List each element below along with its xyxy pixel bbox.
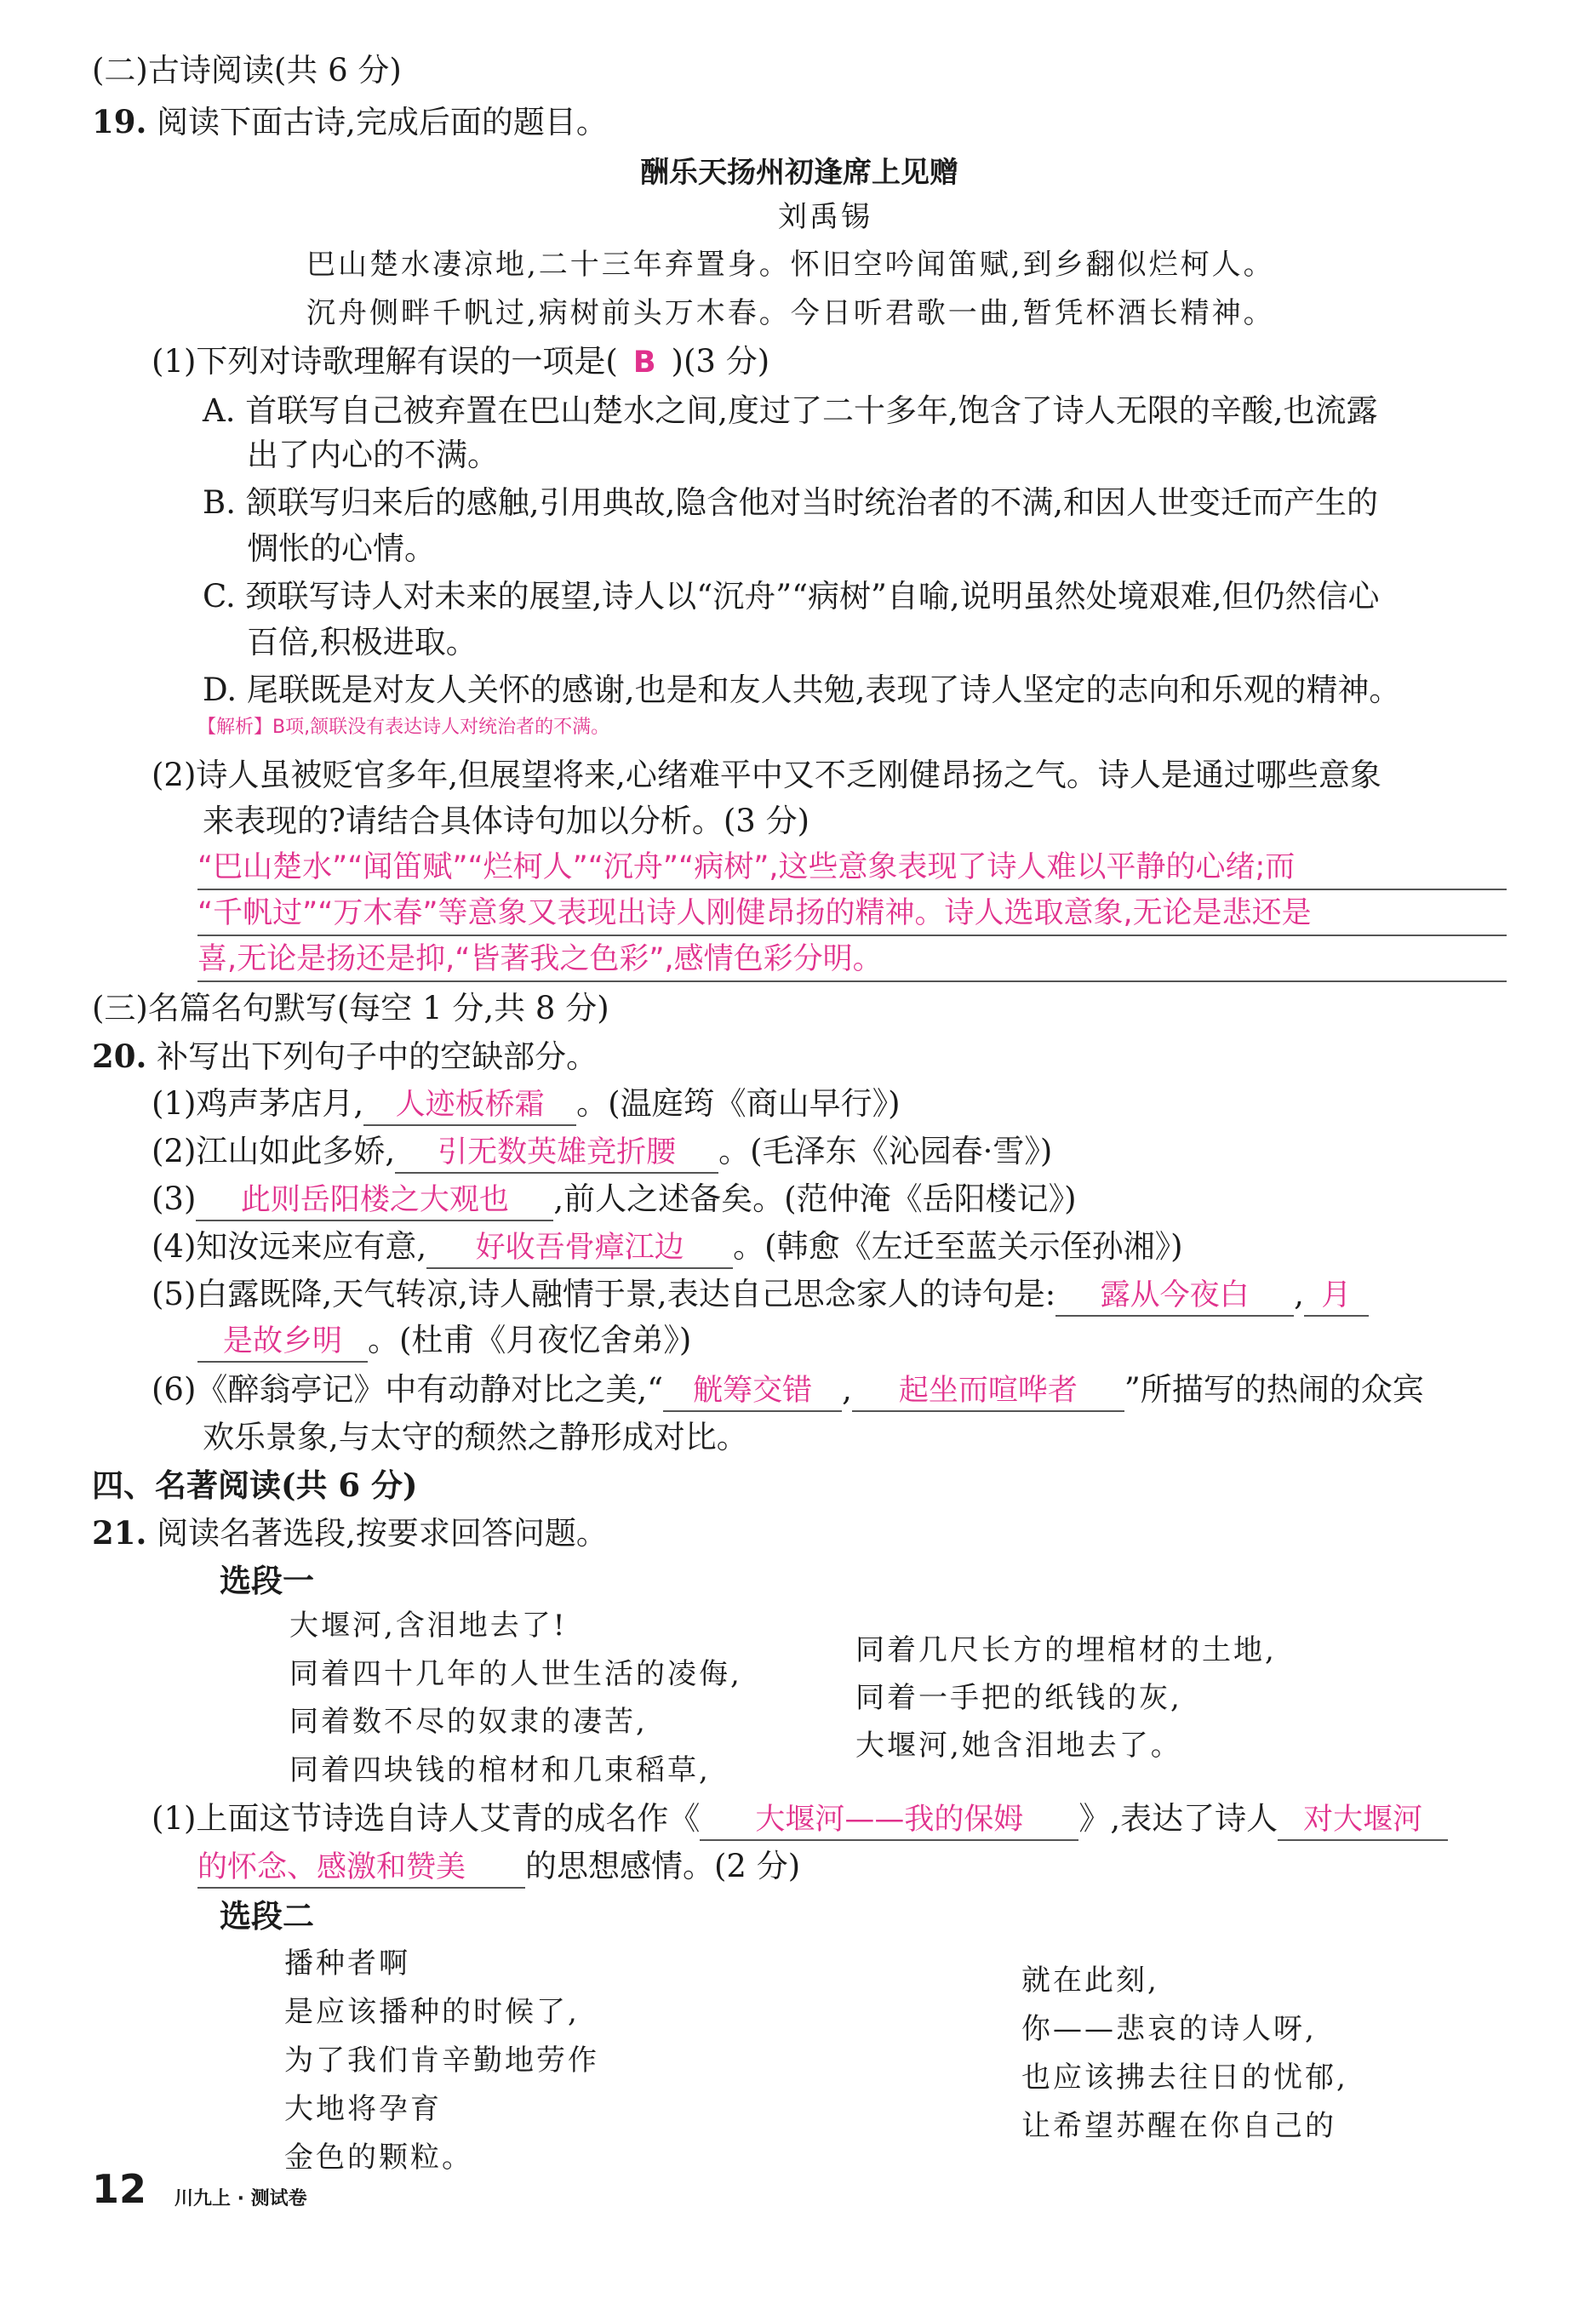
q20-item-2 (152, 1130, 1052, 1174)
option-d: D. 尾联既是对友人关怀的感谢,也是和友人共勉,表现了诗人坚定的志向和乐观的精神。 (203, 672, 1401, 708)
section-heading-classics: 四、名著阅读(共 6 分) (92, 1466, 418, 1504)
fill-blank: 露从今夜白 (1055, 1276, 1294, 1317)
option-b-line-1: B. 颔联写归来后的感触,引用典故,隐含他对当时统治者的不满,和因人世变迁而产生的 (203, 484, 1378, 521)
excerpt-1-left-line: 同着数不尽的奴隶的凄苦, (289, 1705, 648, 1739)
q21-part1-line-1 (152, 1798, 1448, 1841)
fill-blank: 大堰河——我的保姆 (700, 1800, 1078, 1841)
q19-part1-stem (152, 340, 769, 384)
excerpt-1-label: 选段一 (220, 1562, 314, 1599)
excerpt-2-left-line: 是应该播种的时候了, (284, 1995, 580, 2029)
item-source: 。(杜甫《月夜忆舍弟》) (368, 1322, 692, 1358)
separator: , (842, 1371, 852, 1408)
q19-part2-line-2: 来表现的?请结合具体诗句加以分析。(3 分) (203, 803, 810, 839)
fill-blank: 对大堰河 (1278, 1800, 1448, 1841)
answer-rule (197, 935, 1507, 936)
question-text: 阅读下面古诗,完成后面的题目。 (157, 104, 608, 140)
excerpt-1-left-line: 同着四十几年的人世生活的凌侮, (289, 1657, 742, 1691)
excerpt-1-right-line: 同着几尺长方的埋棺材的土地, (855, 1633, 1277, 1667)
question-19-stem (92, 100, 608, 144)
section-heading-recitation: (三)名篇名句默写(每空 1 分,共 8 分) (92, 990, 609, 1026)
q19-answer-line-1: “巴山楚水”“闻笛赋”“烂柯人”“沉舟”“病树”,这些意象表现了诗人难以平静的心绪;而 (197, 850, 1296, 884)
fill-blank: 是故乡明 (197, 1322, 368, 1363)
excerpt-2-right-line: 就在此刻, (1021, 1964, 1159, 1998)
q19-answer-line-2: “千帆过”“万木春”等意象又表现出诗人刚健昂扬的精神。诗人选取意象,无论是悲还是 (197, 896, 1312, 930)
question-number: 19. (92, 103, 147, 140)
option-a-line-1: A. 首联写自己被弃置在巴山楚水之间,度过了二十多年,饱含了诗人无限的辛酸,也流露 (203, 392, 1378, 429)
question-number: 20. (92, 1038, 147, 1075)
q20-item-1 (152, 1083, 901, 1126)
q20-item-5 (152, 1273, 1369, 1317)
excerpt-2-left-line: 大地将孕育 (284, 2092, 442, 2126)
fill-blank: 的怀念、感激和赞美 (197, 1848, 525, 1889)
q19-part1-answer: B (632, 346, 656, 380)
q20-item-5-cont (197, 1319, 691, 1363)
excerpt-2-right-line: 也应该拂去往日的忧郁, (1021, 2061, 1348, 2095)
section-heading-classical-poetry: (二)古诗阅读(共 6 分) (92, 52, 402, 89)
q19-answer-line-3: 喜,无论是扬还是抑,“皆著我之色彩”,感情色彩分明。 (197, 942, 883, 976)
excerpt-2-left-line: 播种者啊 (284, 1946, 410, 1981)
item-source: ,前人之述备矣。(范仲淹《岳阳楼记》) (553, 1180, 1077, 1217)
q20-item-4 (152, 1226, 1183, 1269)
excerpt-2-right-line: 你——悲哀的诗人呀, (1021, 2012, 1317, 2046)
item-prompt: (1)上面这节诗选自诗人艾青的成名作《 (152, 1800, 701, 1837)
excerpt-1-left-line: 大堰河,含泪地去了! (289, 1609, 568, 1643)
poem-title: 酬乐天扬州初逢席上见赠 (640, 156, 958, 190)
q20-item-6 (152, 1369, 1424, 1412)
poem-author: 刘禹锡 (778, 200, 872, 234)
fill-blank: 人迹板桥霜 (363, 1085, 576, 1126)
q21-part1-line-2 (197, 1845, 800, 1889)
excerpt-2-label: 选段二 (220, 1897, 314, 1935)
item-prompt: (6)《醉翁亭记》中有动静对比之美,“ (152, 1371, 664, 1408)
q19-part1-prefix: (1)下列对诗歌理解有误的一项是( (152, 343, 618, 380)
poem-line-1: 巴山楚水凄凉地,二十三年弃置身。怀旧空吟闻笛赋,到乡翻似烂柯人。 (306, 248, 1275, 282)
answer-rule (197, 889, 1507, 890)
excerpt-2-right-line: 让希望苏醒在你自己的 (1021, 2109, 1336, 2143)
excerpt-1-left-line: 同着四块钱的棺材和几束稻草, (289, 1753, 711, 1787)
item-source: 。(温庭筠《商山早行》) (576, 1085, 901, 1122)
fill-blank: 月 (1304, 1276, 1369, 1317)
item-prompt: (1)鸡声茅店月, (152, 1085, 364, 1122)
option-c-line-1: C. 颈联写诗人对未来的展望,诗人以“沉舟”“病树”自喻,说明虽然处境艰难,但仍然信心 (203, 578, 1380, 615)
q20-item-6-line-2: 欢乐景象,与太守的颓然之静形成对比。 (203, 1419, 748, 1455)
option-a-line-2: 出了内心的不满。 (247, 437, 499, 473)
excerpt-1-right-line: 同着一手把的纸钱的灰, (855, 1681, 1182, 1715)
fill-blank: 起坐而喧哗者 (852, 1371, 1124, 1412)
item-text: 的思想感情。(2 分) (525, 1848, 801, 1884)
item-text: 》,表达了诗人 (1078, 1800, 1279, 1837)
q20-item-3 (152, 1178, 1077, 1221)
answer-rule (197, 980, 1507, 982)
poem-line-2: 沉舟侧畔千帆过,病树前头万木春。今日听君歌一曲,暂凭杯酒长精神。 (306, 296, 1275, 330)
item-prompt: (2)江山如此多娇, (152, 1133, 396, 1169)
fill-blank: 觥筹交错 (663, 1371, 842, 1412)
separator: , (1294, 1276, 1304, 1312)
fill-blank: 引无数英雄竞折腰 (395, 1133, 718, 1174)
question-text: 补写出下列句子中的空缺部分。 (157, 1038, 598, 1075)
fill-blank: 此则岳阳楼之大观也 (196, 1180, 553, 1221)
item-text: ”所描写的热闹的众宾 (1124, 1371, 1424, 1408)
option-b-line-2: 惆怅的心情。 (247, 530, 436, 567)
excerpt-1-right-line: 大堰河,她含泪地去了。 (855, 1729, 1182, 1763)
excerpt-2-left-line: 为了我们肯辛勤地劳作 (284, 2044, 599, 2078)
question-21-stem (92, 1512, 608, 1555)
fill-blank: 好收吾骨瘴江边 (426, 1228, 733, 1269)
question-number: 21. (92, 1514, 147, 1552)
excerpt-2-left-line: 金色的颗粒。 (284, 2141, 473, 2175)
item-source: 。(毛泽东《沁园春·雪》) (718, 1133, 1053, 1169)
item-prompt: (5)白露既降,天气转凉,诗人融情于景,表达自己思念家人的诗句是: (152, 1276, 1056, 1312)
q19-part1-suffix: )(3 分) (671, 343, 770, 380)
item-source: 。(韩愈《左迁至蓝关示侄孙湘》) (733, 1228, 1183, 1265)
item-prompt: (4)知汝远来应有意, (152, 1228, 427, 1265)
q19-part2-line-1: (2)诗人虽被贬官多年,但展望将来,心绪难平中又不乏刚健昂扬之气。诗人是通过哪些意象 (152, 757, 1381, 793)
item-prompt: (3) (152, 1180, 197, 1217)
page-number: 12 (92, 2166, 147, 2212)
footer-label: 川九上 · 测试卷 (174, 2188, 307, 2209)
question-20-stem (92, 1035, 598, 1078)
answer-explanation: 【解析】B项,颔联没有表达诗人对统治者的不满。 (197, 717, 610, 738)
question-text: 阅读名著选段,按要求回答问题。 (157, 1515, 608, 1552)
option-c-line-2: 百倍,积极进取。 (247, 624, 478, 660)
